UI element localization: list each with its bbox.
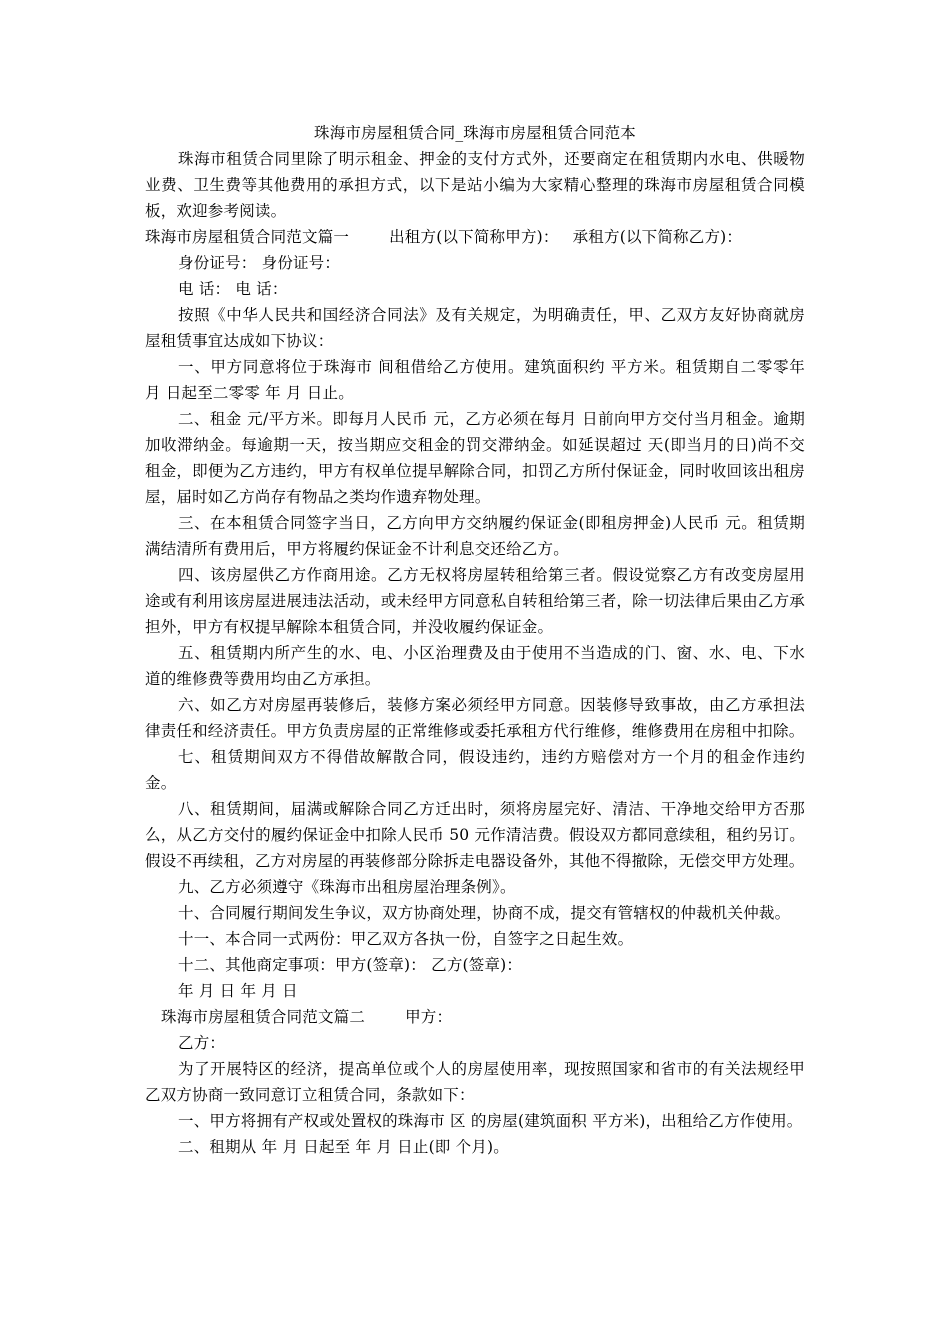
clause: 十二、其他商定事项：甲方(签章)： 乙方(签章)： [178, 956, 523, 974]
document-title: 珠海市房屋租赁合同_珠海市房屋租赁合同范本 [314, 124, 636, 142]
intro-paragraph: 珠海市租赁合同里除了明示租金、押金的支付方式外，还要商定在租赁期内水电、供暖物业费、卫生费等其他费用的承担方式，以下是站小编为大家精心整理的珠海市房屋租赁合同模板，欢迎参考阅读。 [145, 150, 805, 220]
section1-preamble: 按照《中华人民共和国经济合同法》及有关规定，为明确责任，甲、乙双方友好协商就房屋租赁事宜达成如下协议： [145, 306, 805, 350]
clause: 十、合同履行期间发生争议，双方协商处理，协商不成，提交有管辖权的仲裁机关仲裁。 [178, 904, 791, 922]
clause: 二、租金 元/平方米。即每月人民币 元，乙方必须在每月 日前向甲方交付当月租金。逾期加收滞纳金。每逾期一天，按当期应交租金的罚交滞纳金。如延误超过 天(即当月的日)尚不交租金，即便为乙方违约，甲方有权单位提早解除合同，扣罚乙方所付保证金，同时收回该出租房屋，届时如乙方尚存有物品之类均作遗弃物处理。 [145, 410, 805, 506]
section1-heading-line [145, 224, 805, 250]
document-page [145, 120, 805, 1160]
clause: 一、甲方将拥有产权或处置权的珠海市 区 的房屋(建筑面积 平方米)，出租给乙方作使用。 [178, 1112, 803, 1130]
clause: 九、乙方必须遵守《珠海市出租房屋治理条例》。 [178, 878, 516, 896]
clause: 二、租期从 年 月 日起至 年 月 日止(即 个月)。 [178, 1138, 509, 1156]
date-line: 年 月 日 年 月 日 [178, 982, 298, 1000]
clause: 五、租赁期内所产生的水、电、小区治理费及由于使用不当造成的门、窗、水、电、下水道的维修费等费用均由乙方承担。 [145, 644, 805, 688]
clause: 三、在本租赁合同签字当日，乙方向甲方交纳履约保证金(即租房押金)人民币 元。租赁期满结清所有费用后，甲方将履约保证金不计利息交还给乙方。 [145, 514, 805, 558]
clause: 一、甲方同意将位于珠海市 间租借给乙方使用。建筑面积约 平方米。租赁期自二零零年 月 日起至二零零 年 月 日止。 [145, 358, 805, 402]
clause: 四、该房屋供乙方作商用途。乙方无权将房屋转租给第三者。假设觉察乙方有改变房屋用途或有利用该房屋进展违法活动，或未经甲方同意私自转租给第三者，除一切法律后果由乙方承担外，甲方有权提早解除本租赁合同，并没收履约保证金。 [145, 566, 805, 636]
clause: 七、租赁期间双方不得借故解散合同，假设违约，违约方赔偿对方一个月的租金作违约金。 [145, 748, 805, 792]
lessee-label: 承租方(以下简称乙方)： [572, 228, 743, 246]
id-line: 身份证号： 身份证号： [178, 254, 341, 272]
lessor-label: 出租方(以下简称甲方)： [389, 228, 559, 246]
party-a-label: 甲方： [405, 1008, 453, 1026]
section2-heading: 珠海市房屋租赁合同范文篇二 [161, 1008, 366, 1026]
party-b-label: 乙方： [178, 1034, 226, 1052]
section2-heading-line [145, 1004, 805, 1030]
clause: 八、租赁期间，届满或解除合同乙方迁出时，须将房屋完好、清洁、干净地交给甲方否那么，从乙方交付的履约保证金中扣除人民币 50 元作清洁费。假设双方都同意续租，租约另订。假设不再续租，乙方对房屋的再装修部分除拆走电器设备外，其他不得撤除，无偿交甲方处理。 [145, 800, 805, 870]
phone-line: 电 话： 电 话： [178, 280, 288, 298]
section1-heading: 珠海市房屋租赁合同范文篇一 [145, 228, 350, 246]
section2-preamble: 为了开展特区的经济，提高单位或个人的房屋使用率，现按照国家和省市的有关法规经甲乙双方协商一致同意订立租赁合同，条款如下： [145, 1060, 805, 1104]
clause: 十一、本合同一式两份：甲乙双方各执一份，自签字之日起生效。 [178, 930, 634, 948]
clause: 六、如乙方对房屋再装修后，装修方案必须经甲方同意。因装修导致事故，由乙方承担法律责任和经济责任。甲方负责房屋的正常维修或委托承租方代行维修，维修费用在房租中扣除。 [145, 696, 805, 740]
